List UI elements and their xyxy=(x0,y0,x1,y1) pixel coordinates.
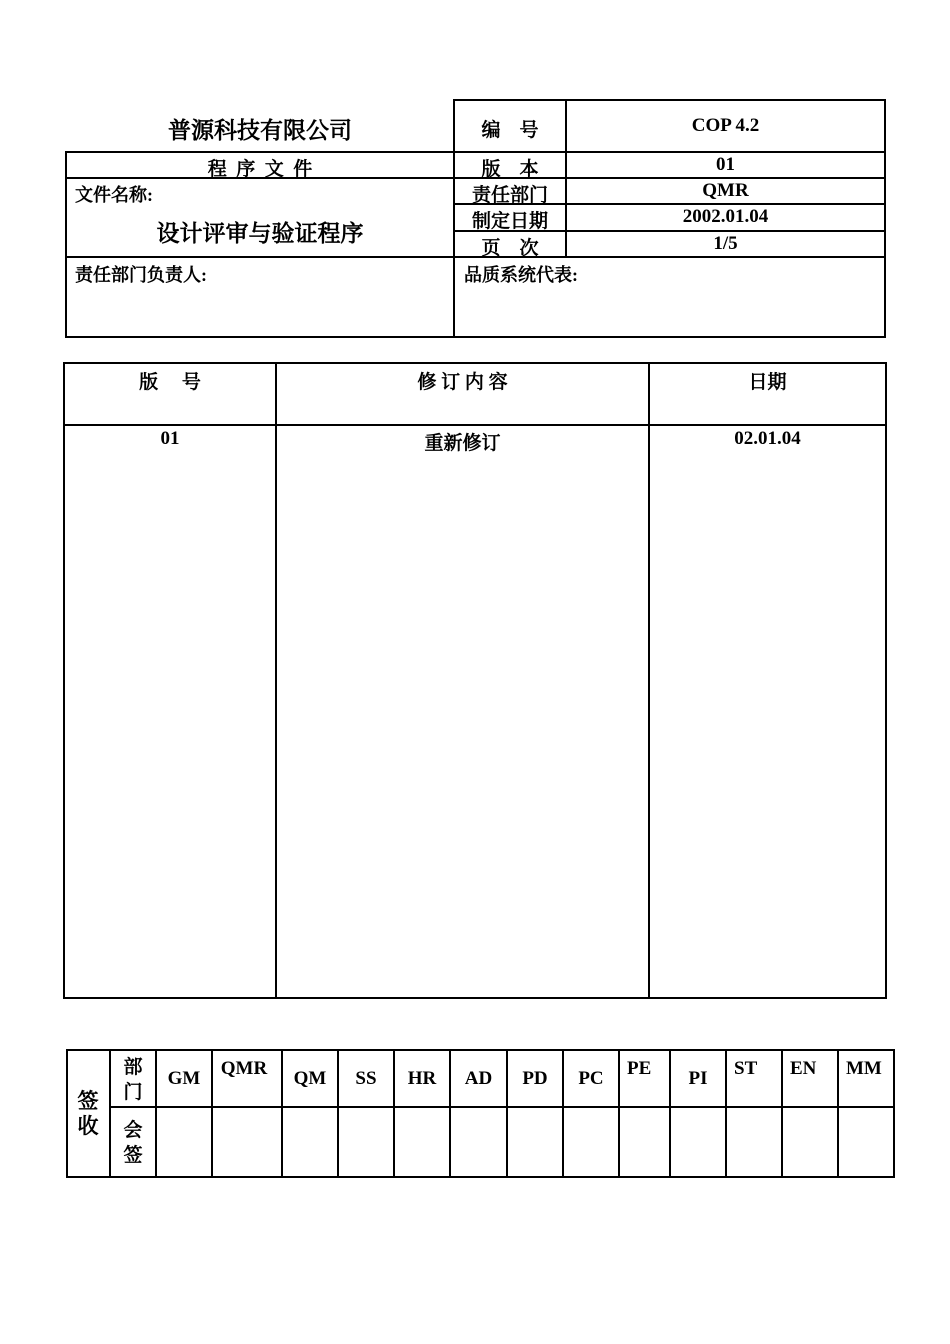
file-name-label: 文件名称: xyxy=(75,185,153,205)
field-label-dept: 责任部门 xyxy=(471,185,548,206)
resp-head-label: 责任部门负责人: xyxy=(75,265,207,285)
revision-header-content: 修 订 内 容 xyxy=(417,372,508,393)
revision-row-version: 01 xyxy=(160,428,180,449)
revision-row-date: 02.01.04 xyxy=(734,428,801,449)
dept-qm: QM xyxy=(293,1068,327,1089)
dept-label: 部门 xyxy=(123,1057,143,1103)
field-value-number: COP 4.2 xyxy=(691,115,760,136)
dept-st: ST xyxy=(734,1058,758,1079)
qa-rep-label: 品质系统代表: xyxy=(464,265,578,285)
company-name: 普源科技有限公司 xyxy=(168,118,352,143)
field-value-version: 01 xyxy=(716,154,735,175)
dept-en: EN xyxy=(790,1058,817,1079)
field-label-date: 制定日期 xyxy=(471,211,548,232)
dept-ad: AD xyxy=(464,1068,493,1089)
dept-pi: PI xyxy=(688,1068,708,1089)
revision-row-content: 重新修订 xyxy=(424,433,501,454)
field-label-number: 编 号 xyxy=(481,120,539,141)
dept-ss: SS xyxy=(355,1068,377,1089)
field-value-date: 2002.01.04 xyxy=(682,206,769,227)
field-label-page: 页 次 xyxy=(481,238,539,259)
dept-pe: PE xyxy=(627,1058,652,1079)
dept-hr: HR xyxy=(407,1068,437,1089)
dept-pc: PC xyxy=(578,1068,604,1089)
dept-gm: GM xyxy=(167,1068,201,1089)
revision-header-version: 版 号 xyxy=(139,372,201,393)
field-value-dept: QMR xyxy=(702,180,749,201)
field-value-page: 1/5 xyxy=(713,233,738,254)
dept-qmr: QMR xyxy=(220,1058,268,1079)
dept-pd: PD xyxy=(522,1068,548,1089)
document-type: 程 序 文 件 xyxy=(207,159,313,180)
field-label-version: 版 本 xyxy=(481,159,539,180)
signoff-label: 签收 xyxy=(77,1089,99,1138)
countersign-label: 会签 xyxy=(123,1120,143,1166)
revision-header-date: 日期 xyxy=(748,372,787,393)
dept-mm: MM xyxy=(846,1058,882,1079)
file-name: 设计评审与验证程序 xyxy=(156,221,364,246)
